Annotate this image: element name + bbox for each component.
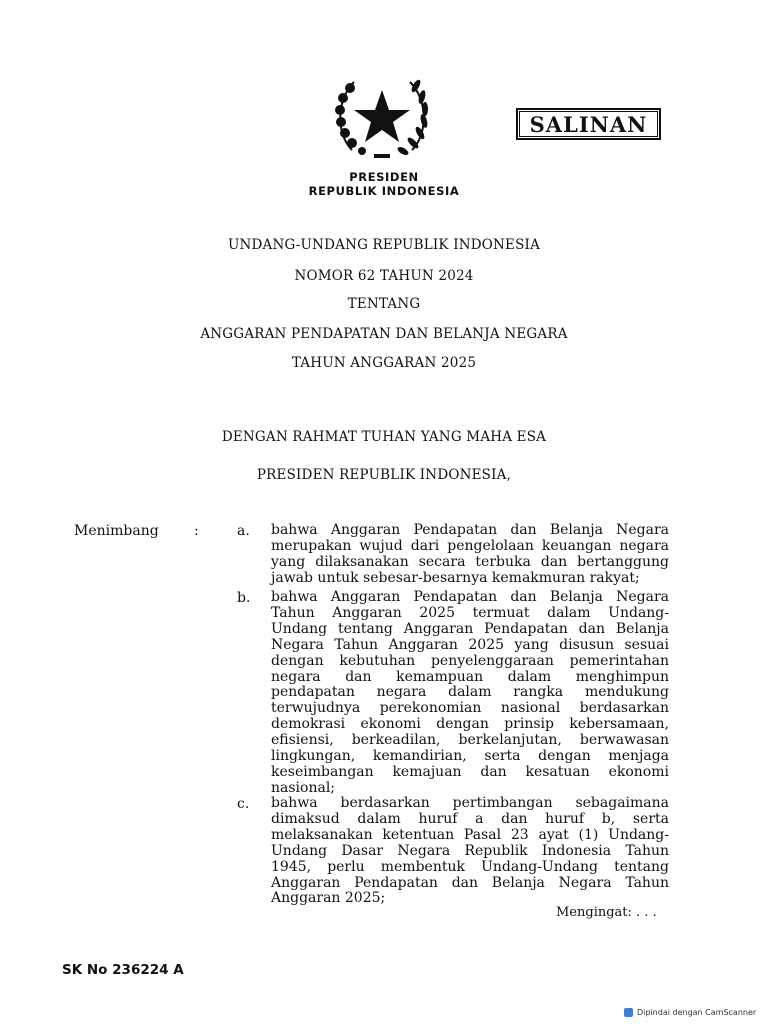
item-b-line: demokrasi ekonomi dengan prinsip kebersamaan, xyxy=(271,716,669,733)
item-c-line: Anggaran Pendapatan dan Belanja Negara Tahun xyxy=(271,874,669,891)
item-b-line: nasional; xyxy=(271,779,336,796)
item-a-line: yang dilaksanakan secara terbuka dan bertanggung xyxy=(271,553,669,570)
item-c-line: melaksanakan ketentuan Pasal 23 ayat (1) Undang- xyxy=(271,826,669,843)
law-subject: ANGGARAN PENDAPATAN DAN BELANJA NEGARA xyxy=(200,326,568,342)
item-c-line: bahwa berdasarkan pertimbangan sebagaimana xyxy=(271,795,669,811)
item-b-text xyxy=(271,590,669,797)
item-b-line: Undang tentang Anggaran Pendapatan dan Belanja xyxy=(271,620,669,637)
presidential-emblem-icon xyxy=(330,72,434,164)
camscanner-icon xyxy=(624,1008,633,1017)
item-b-line: keseimbangan kemajuan dan kesatuan ekonomi xyxy=(271,763,669,780)
item-b-line: negara dan kemampuan dalam menghimpun xyxy=(271,668,669,685)
header-president: PRESIDEN xyxy=(349,170,419,184)
scanner-text: Dipindai dengan CamScanner xyxy=(637,1007,757,1017)
item-c-letter: c. xyxy=(237,796,250,812)
item-b-line: lingkungan, kemandirian, serta dengan menjaga xyxy=(271,748,669,765)
law-fiscal-year: TAHUN ANGGARAN 2025 xyxy=(291,355,477,371)
menimbang-label: Menimbang xyxy=(74,523,159,539)
item-b-line: dengan kebutuhan penyelenggaraan pemerintahan xyxy=(271,652,669,669)
law-title: UNDANG-UNDANG REPUBLIK INDONESIA xyxy=(227,237,541,253)
salinan-stamp xyxy=(516,108,661,140)
preamble-blessing: DENGAN RAHMAT TUHAN YANG MAHA ESA xyxy=(221,429,547,445)
header-republic: REPUBLIK INDONESIA xyxy=(308,184,460,198)
item-c-line: 1945, perlu membentuk Undang-Undang tentang xyxy=(271,858,669,875)
item-c-text xyxy=(271,796,669,907)
document-code: SK No 236224 A xyxy=(62,962,184,978)
item-b-line: Negara Tahun Anggaran 2025 yang disusun sesuai xyxy=(271,636,669,653)
item-b-line: Tahun Anggaran 2025 termuat dalam Undang- xyxy=(271,604,669,621)
item-a-text xyxy=(271,523,669,587)
page-continuation: Mengingat: . . . xyxy=(556,905,657,920)
item-b-line: terwujudnya perekonomian nasional berdasarkan xyxy=(271,700,669,717)
item-a-line: jawab untuk sebesar-besarnya kemakmuran rakyat; xyxy=(271,569,640,586)
item-c-line: Undang Dasar Negara Republik Indonesia Tahun xyxy=(271,842,669,859)
item-b-line: pendapatan negara dalam rangka mendukung xyxy=(271,684,669,701)
item-a-line: merupakan wujud dari pengelolaan keuangan negara xyxy=(271,537,669,554)
item-a-letter: a. xyxy=(237,523,250,539)
item-a-line: bahwa Anggaran Pendapatan dan Belanja Negara xyxy=(271,522,669,538)
salinan-label: SALINAN xyxy=(519,111,658,137)
item-b-line: efisiensi, berkeadilan, berkelanjutan, berwawasan xyxy=(271,732,669,749)
item-b-line: bahwa Anggaran Pendapatan dan Belanja Negara xyxy=(271,589,669,605)
scanner-watermark xyxy=(620,1004,768,1020)
item-b-letter: b. xyxy=(237,590,251,606)
law-tentang: TENTANG xyxy=(347,296,421,312)
item-c-line: dimaksud dalam huruf a dan huruf b, serta xyxy=(271,810,669,827)
item-c-line: Anggaran 2025; xyxy=(271,890,386,907)
menimbang-colon: : xyxy=(194,523,199,539)
law-number: NOMOR 62 TAHUN 2024 xyxy=(294,268,474,284)
preamble-president: PRESIDEN REPUBLIK INDONESIA, xyxy=(256,467,512,483)
